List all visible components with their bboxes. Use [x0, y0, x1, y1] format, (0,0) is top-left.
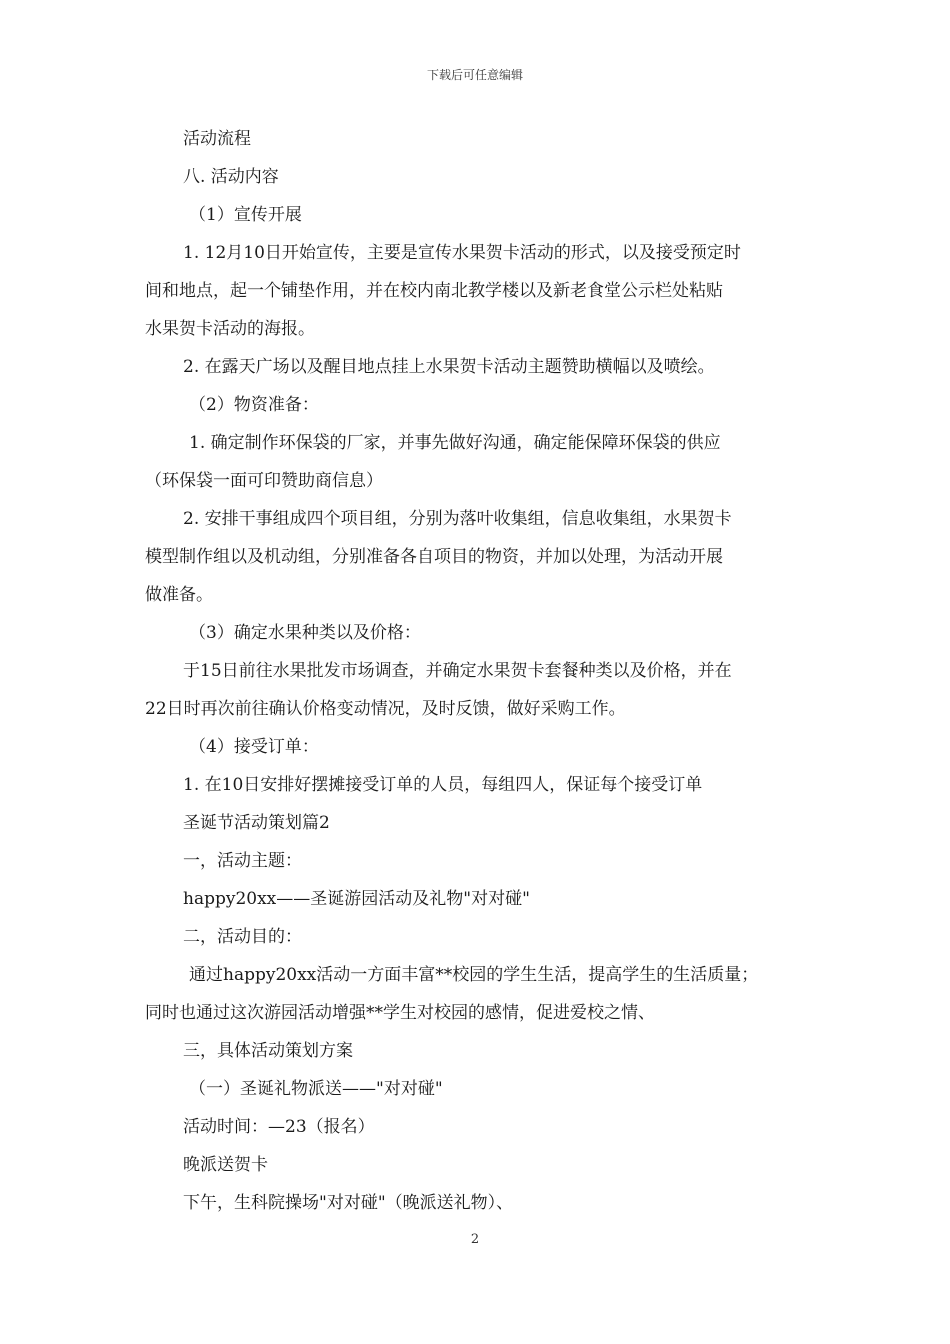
text-line: 下午，生科院操场"对对碰"（晚派送礼物）、 — [183, 1193, 514, 1213]
text-line: 1. 在10日安排好摆摊接受订单的人员，每组四人，保证每个接受订单 — [183, 775, 703, 795]
text-line: 同时也通过这次游园活动增强**学生对校园的感情，促进爱校之情、 — [145, 1003, 655, 1023]
document-title: 圣诞节活动策划篇2 — [183, 813, 330, 833]
text-line: 通过happy20xx活动一方面丰富**校园的学生生活，提高学生的生活质量； — [189, 965, 759, 985]
section-heading: 一，活动主题： — [183, 851, 302, 871]
text-line: 晚派送贺卡 — [183, 1155, 268, 1175]
subsection-heading: （一）圣诞礼物派送——"对对碰" — [189, 1079, 443, 1099]
section-heading: 三，具体活动策划方案 — [183, 1041, 353, 1061]
subsection-heading: （4）接受订单： — [189, 737, 319, 757]
text-line: 水果贺卡活动的海报。 — [145, 319, 315, 339]
page-number: 2 — [470, 1232, 480, 1247]
document-body — [145, 120, 810, 1222]
section-heading: 二，活动目的： — [183, 927, 302, 947]
text-line: 活动流程 — [183, 129, 251, 149]
text-line: 模型制作组以及机动组，分别准备各自项目的物资，并加以处理，为活动开展 — [145, 547, 723, 567]
subsection-heading: （3）确定水果种类以及价格： — [189, 623, 421, 643]
page-header: 下载后可任意编辑 — [426, 68, 523, 82]
text-line: 2. 安排干事组成四个项目组，分别为落叶收集组，信息收集组，水果贺卡 — [183, 509, 732, 529]
section-heading: 八. 活动内容 — [183, 167, 279, 187]
text-line: 1. 确定制作环保袋的厂家，并事先做好沟通，确定能保障环保袋的供应 — [189, 433, 721, 453]
text-line: 做准备。 — [145, 585, 213, 605]
text-line: 活动时间：—23（报名） — [183, 1117, 375, 1137]
text-line: 于15日前往水果批发市场调查，并确定水果贺卡套餐种类以及价格，并在 — [183, 661, 732, 681]
subsection-heading: （2）物资准备： — [189, 395, 319, 415]
text-line: 2. 在露天广场以及醒目地点挂上水果贺卡活动主题赞助横幅以及喷绘。 — [183, 357, 715, 377]
text-line: （环保袋一面可印赞助商信息） — [145, 471, 383, 491]
text-line: happy20xx——圣诞游园活动及礼物"对对碰" — [183, 889, 530, 909]
text-line: 间和地点，起一个铺垫作用，并在校内南北教学楼以及新老食堂公示栏处粘贴 — [145, 281, 723, 301]
text-line: 1. 12月10日开始宣传，主要是宣传水果贺卡活动的形式，以及接受预定时 — [183, 243, 741, 263]
text-line: 22日时再次前往确认价格变动情况，及时反馈，做好采购工作。 — [145, 699, 626, 719]
subsection-heading: （1）宣传开展 — [189, 205, 302, 225]
